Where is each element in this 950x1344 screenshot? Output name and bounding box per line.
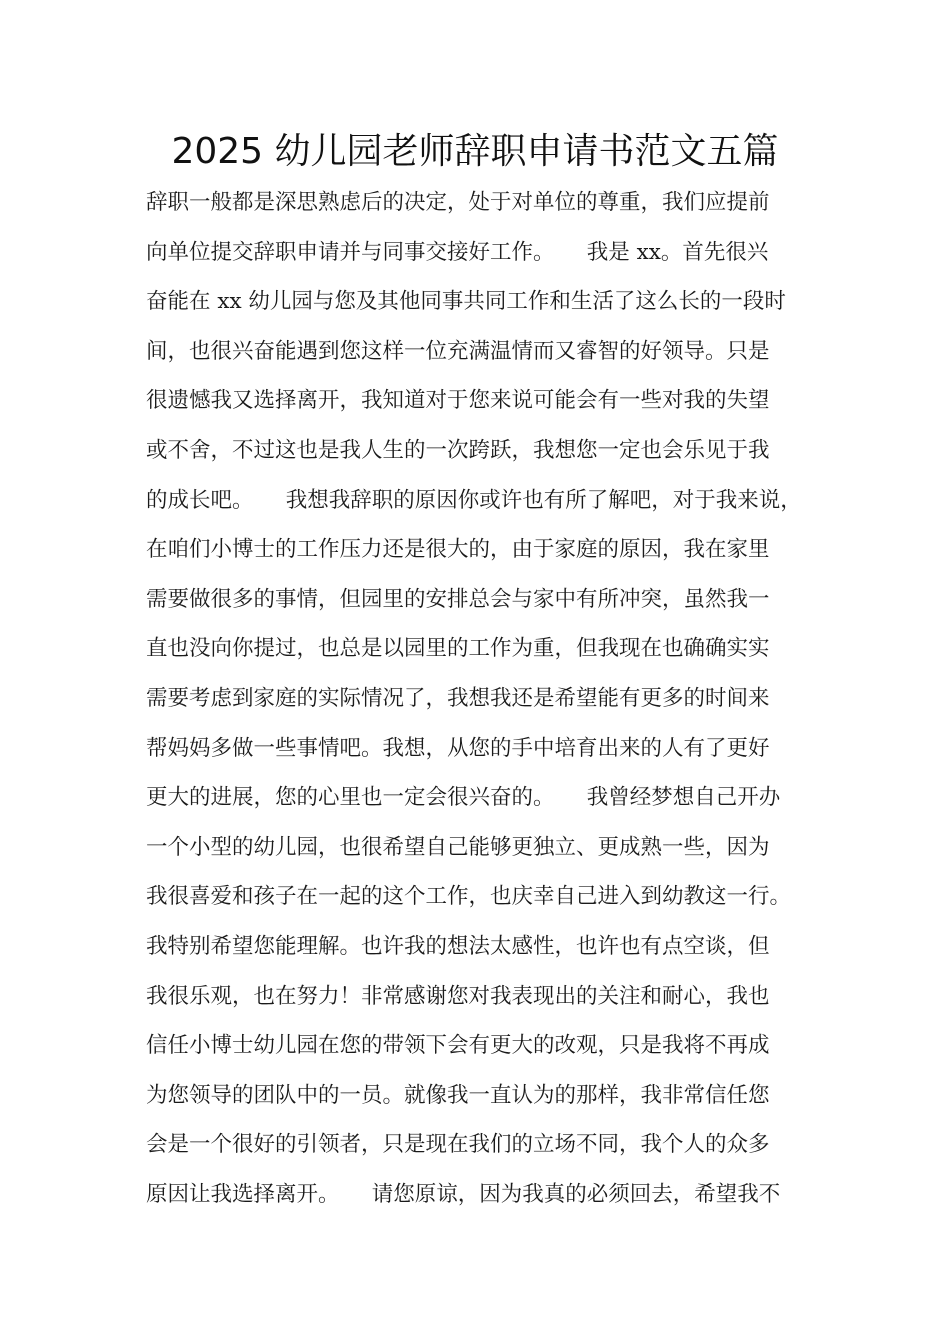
body-line: 或不舍，不过这也是我人生的一次跨跃，我想您一定也会乐见于我 [146, 437, 770, 463]
body-line: 直也没向你提过，也总是以园里的工作为重，但我现在也确确实实 [146, 636, 770, 662]
body-line: 的成长吧。 我想我辞职的原因你或许也有所了解吧，对于我来说， [146, 487, 802, 513]
body-line: 需要做很多的事情，但园里的安排总会与家中有所冲突，虽然我一 [146, 586, 770, 612]
document-body [146, 178, 846, 1219]
body-line: 会是一个很好的引领者，只是现在我们的立场不同，我个人的众多 [146, 1132, 770, 1158]
body-line: 间，也很兴奋能遇到您这样一位充满温情而又睿智的好领导。只是 [146, 338, 770, 364]
body-line: 帮妈妈多做一些事情吧。我想，从您的手中培育出来的人有了更好 [146, 735, 770, 761]
body-line: 信任小博士幼儿园在您的带领下会有更大的改观，只是我将不再成 [146, 1033, 770, 1059]
body-line: 我特别希望您能理解。也许我的想法太感性，也许也有点空谈，但 [146, 933, 770, 959]
body-line: 原因让我选择离开。 请您原谅，因为我真的必须回去，希望我不 [146, 1181, 781, 1207]
body-line: 辞职一般都是深思熟虑后的决定，处于对单位的尊重，我们应提前 [146, 190, 770, 215]
body-line: 我很乐观，也在努力！非常感谢您对我表现出的关注和耐心，我也 [146, 983, 770, 1009]
document-title: 2025 幼儿园老师辞职申请书范文五篇 [171, 131, 779, 172]
body-line: 在咱们小博士的工作压力还是很大的，由于家庭的原因，我在家里 [146, 537, 770, 563]
body-line: 为您领导的团队中的一员。就像我一直认为的那样，我非常信任您 [146, 1082, 770, 1108]
body-line: 奋能在 xx 幼儿园与您及其他同事共同工作和生活了这么长的一段时 [146, 289, 786, 315]
body-line: 向单位提交辞职申请并与同事交接好工作。 我是 xx。首先很兴 [146, 239, 769, 265]
body-line: 很遗憾我又选择离开，我知道对于您来说可能会有一些对我的失望 [146, 388, 770, 414]
body-line: 一个小型的幼儿园，也很希望自己能够更独立、更成熟一些，因为 [146, 834, 770, 860]
body-line: 更大的进展，您的心里也一定会很兴奋的。 我曾经梦想自己开办 [146, 785, 781, 811]
body-line: 需要考虑到家庭的实际情况了，我想我还是希望能有更多的时间来 [146, 685, 770, 711]
body-line: 我很喜爱和孩子在一起的这个工作，也庆幸自己进入到幼教这一行。 [146, 884, 792, 910]
